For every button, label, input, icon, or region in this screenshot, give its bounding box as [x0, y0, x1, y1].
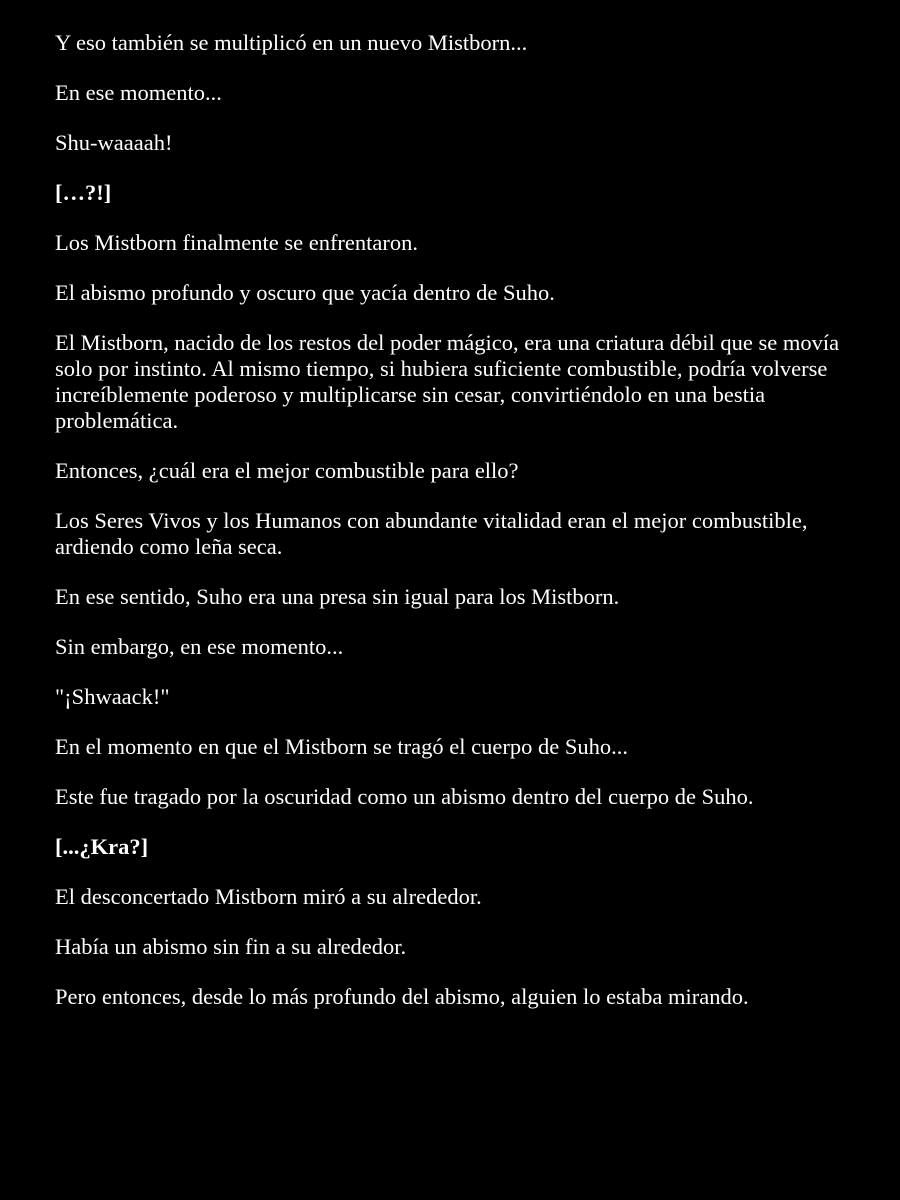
paragraph: El abismo profundo y oscuro que yacía dentro de Suho.: [55, 280, 555, 305]
paragraph: Los Mistborn finalmente se enfrentaron.: [55, 230, 419, 255]
paragraph: Pero entonces, desde lo más profundo del abismo, alguien lo estaba mirando.: [55, 984, 749, 1009]
paragraph: Sin embargo, en ese momento...: [55, 634, 344, 659]
dialogue-paragraph: […?!]: [55, 180, 112, 205]
paragraph: Entonces, ¿cuál era el mejor combustible para ello?: [55, 458, 519, 483]
paragraph: En ese momento...: [55, 80, 222, 105]
paragraph: El desconcertado Mistborn miró a su alrededor.: [55, 884, 482, 909]
paragraph: "¡Shwaack!": [55, 684, 170, 709]
dialogue-paragraph: [...¿Kra?]: [55, 834, 149, 859]
paragraph: En ese sentido, Suho era una presa sin igual para los Mistborn.: [55, 584, 620, 609]
paragraph: Había un abismo sin fin a su alrededor.: [55, 934, 407, 959]
paragraph: En el momento en que el Mistborn se tragó el cuerpo de Suho...: [55, 734, 628, 759]
paragraph: Los Seres Vivos y los Humanos con abundante vitalidad eran el mejor combustible, ardiendo como leña seca.: [55, 508, 808, 559]
paragraph: Shu-waaaah!: [55, 130, 173, 155]
paragraph: El Mistborn, nacido de los restos del poder mágico, era una criatura débil que se movía solo por instinto. Al mismo tiempo, si hubiera suficiente combustible, podría volverse increíblemente poderoso y multiplicarse sin cesar, convirtiéndolo en una bestia problemática.: [55, 330, 840, 433]
paragraph: Este fue tragado por la oscuridad como un abismo dentro del cuerpo de Suho.: [55, 784, 754, 809]
paragraph: Y eso también se multiplicó en un nuevo Mistborn...: [55, 30, 528, 55]
